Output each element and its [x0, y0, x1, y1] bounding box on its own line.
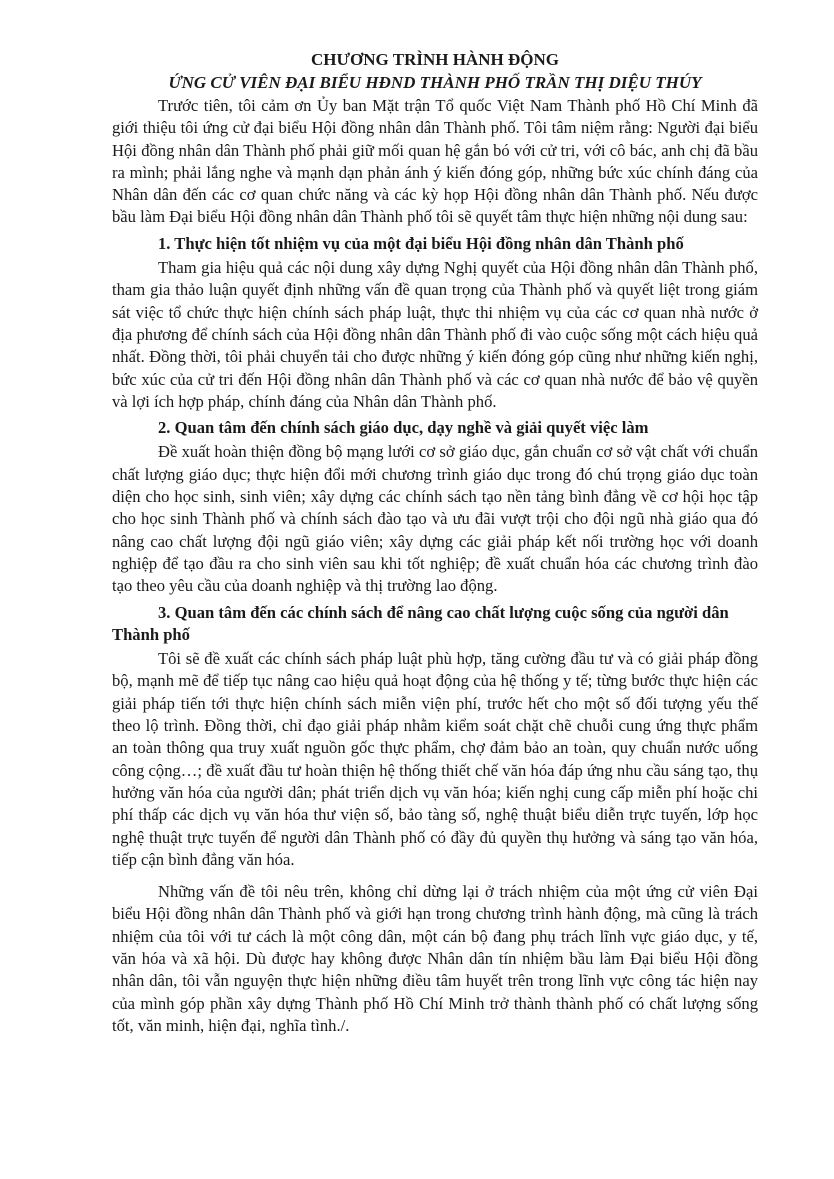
intro-paragraph: Trước tiên, tôi cảm ơn Ủy ban Mặt trận Tổ quốc Việt Nam Thành phố Hồ Chí Minh đã giới thiệu tôi ứng cử đại biểu Hội đồng nhân dân Thành phố. Tôi tâm niệm rằng: Người đại biểu Hội đồng nhân dân Thành phố phải giữ mối quan hệ gắn bó với cử tri, với cô bác, anh chị đã bầu ra mình; phải lắng nghe và mạnh dạn phản ánh ý kiến đóng góp, những bức xúc chính đáng của Nhân dân đến các cơ quan chức năng và các kỳ họp Hội đồng nhân dân Thành phố. Nếu được bầu làm Đại biểu Hội đồng nhân dân Thành phố tôi sẽ quyết tâm thực hiện những nội dung sau: [112, 96, 758, 227]
section-2-body: Đề xuất hoàn thiện đồng bộ mạng lưới cơ sở giáo dục, gắn chuẩn cơ sở vật chất với chuẩn chất lượng giáo dục; thực hiện đổi mới chương trình giáo dục trong đó chú trọng giáo dục toàn diện cho học sinh, sinh viên; xây dựng các chính sách tạo nền tảng bình đẳng về cơ hội học tập cho học sinh Thành phố và chính sách đào tạo và ưu đãi vượt trội cho đội ngũ nhà giáo qua đó nâng cao chất lượng đội ngũ giáo viên; xây dựng các giải pháp kết nối trường học với doanh nghiệp để tạo đầu ra cho sinh viên sau khi tốt nghiệp; đề xuất chuẩn hóa các chương trình đào tạo theo yêu cầu của doanh nghiệp và thị trường lao động. [112, 442, 758, 596]
section-2-heading: 2. Quan tâm đến chính sách giáo dục, dạy nghề và giải quyết việc làm [158, 418, 649, 438]
paragraph-gap [112, 871, 758, 881]
section-1-body: Tham gia hiệu quả các nội dung xây dựng Nghị quyết của Hội đồng nhân dân Thành phố, tham gia thảo luận quyết định những vấn đề quan trọng của Thành phố và quyết liệt trong giám sát việc tổ chức thực hiện chính sách pháp luật, thực thi nhiệm vụ của các cơ quan nhà nước ở địa phương để chính sách của Hội đồng nhân dân Thành phố đi vào cuộc sống một cách hiệu quả nhất. Đồng thời, tôi phải chuyển tải cho được những ý kiến đóng góp cũng như những kiến nghị, bức xúc của cử tri đến Hội đồng nhân dân Thành phố và các cơ quan nhà nước để bảo vệ quyền và lợi ích hợp pháp, chính đáng của Nhân dân Thành phố. [112, 258, 758, 411]
section-3-body: Tôi sẽ đề xuất các chính sách pháp luật phù hợp, tăng cường đầu tư và có giải pháp đồng bộ, mạnh mẽ để tiếp tục nâng cao hiệu quả hoạt động của hệ thống y tế; từng bước thực hiện các giải pháp tiến tới thực hiện chính sách miễn viện phí, trước hết cho một số đối tượng yếu thế theo lộ trình. Đồng thời, chỉ đạo giải pháp nhằm kiểm soát chặt chẽ chuỗi cung ứng thực phẩm an toàn thông qua truy xuất nguồn gốc thực phẩm, chợ đảm bảo an toàn, quy chuẩn nước uống công cộng…; đề xuất đầu tư hoàn thiện hệ thống thiết chế văn hóa đáp ứng nhu cầu sáng tạo, thụ hưởng văn hóa của người dân; phát triển dịch vụ văn hóa; kiến nghị cung cấp miễn phí hoặc chi phí thấp các dịch vụ văn hóa thư viện số, bảo tàng số, nghệ thuật biểu diễn trực tuyến, lớp học nghệ thuật trực tuyến để người dân Thành phố có đầy đủ quyền thụ hưởng và sáng tạo văn hóa, tiếp cận bình đẳng văn hóa. [112, 649, 758, 869]
section-1-heading: 1. Thực hiện tốt nhiệm vụ của một đại biểu Hội đồng nhân dân Thành phố [158, 233, 684, 253]
document-subtitle: ỨNG CỬ VIÊN ĐẠI BIỂU HĐND THÀNH PHỐ TRẦN THỊ DIỆU THÚY [168, 73, 702, 92]
document-title: CHƯƠNG TRÌNH HÀNH ĐỘNG [311, 50, 559, 69]
closing-paragraph: Những vấn đề tôi nêu trên, không chỉ dừng lại ở trách nhiệm của một ứng cử viên Đại biểu Hội đồng nhân dân Thành phố và giới hạn trong chương trình hành động, mà cũng là trách nhiệm của tôi với tư cách là một công dân, một cán bộ đang phụ trách lĩnh vực giáo dục, y tế, văn hóa và xã hội. Dù được hay không được Nhân dân tín nhiệm bầu làm Đại biểu Hội đồng nhân dân, tôi vẫn nguyện thực hiện những điều tâm huyết trên trong lĩnh vực công tác hiện nay của mình góp phần xây dựng Thành phố Hồ Chí Minh trở thành thành phố có chất lượng sống tốt, văn minh, hiện đại, nghĩa tình./. [112, 882, 758, 1035]
section-3-heading: 3. Quan tâm đến các chính sách để nâng cao chất lượng cuộc sống của người dân Thành phố [112, 602, 729, 644]
